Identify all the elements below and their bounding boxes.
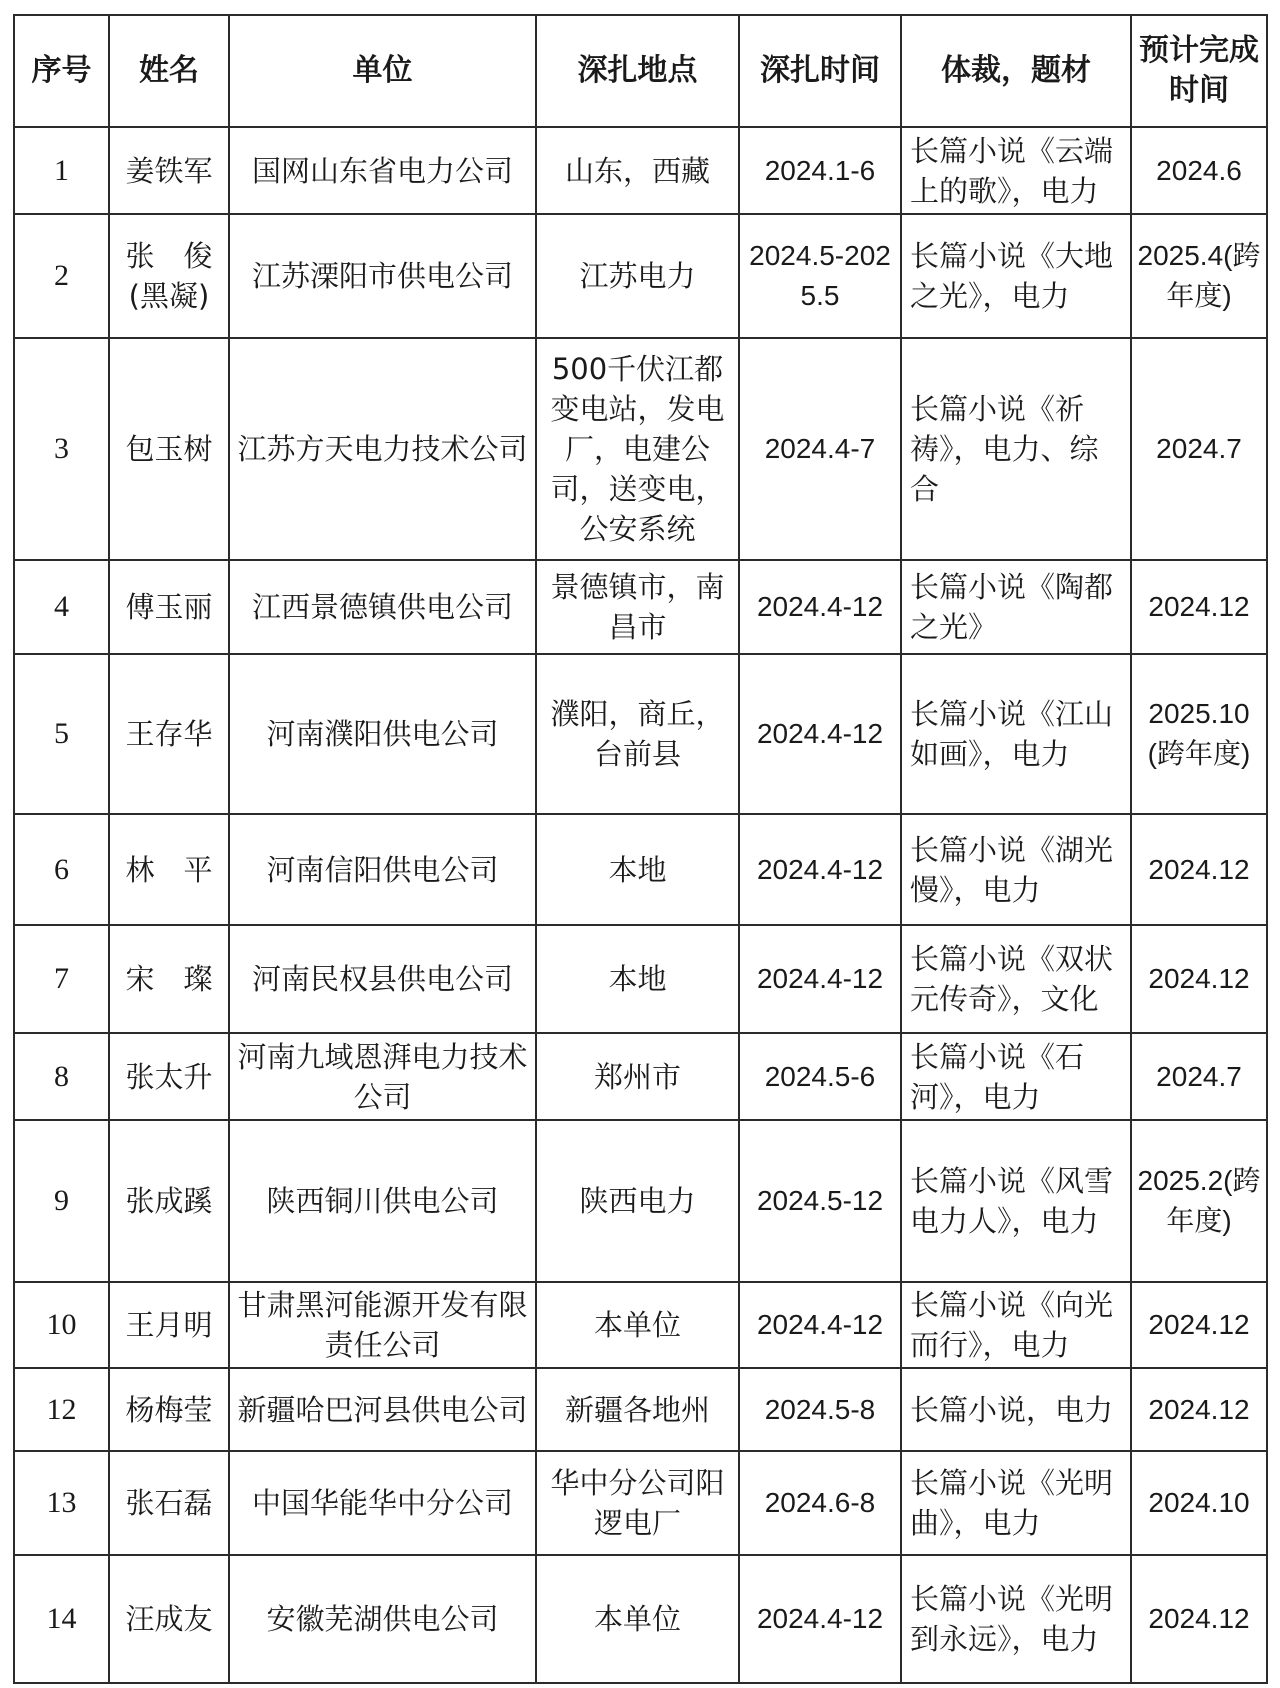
cell-unit: 河南信阳供电公司 bbox=[229, 814, 536, 925]
table-row bbox=[14, 560, 1267, 654]
cell-location: 山东，西藏 bbox=[536, 127, 739, 214]
cell-finish: 2024.7 bbox=[1131, 1033, 1267, 1120]
cell-name: 宋 璨 bbox=[109, 925, 229, 1033]
header-finish: 预计完成时间 bbox=[1131, 15, 1267, 127]
cell-index: 8 bbox=[14, 1033, 109, 1120]
cell-location: 新疆各地州 bbox=[536, 1368, 739, 1451]
cell-genre: 长篇小说《陶都之光》 bbox=[901, 560, 1131, 654]
cell-unit: 江苏方天电力技术公司 bbox=[229, 338, 536, 560]
cell-finish: 2024.10 bbox=[1131, 1451, 1267, 1555]
cell-genre: 长篇小说，电力 bbox=[901, 1368, 1131, 1451]
table-row bbox=[14, 654, 1267, 814]
cell-finish: 2024.12 bbox=[1131, 925, 1267, 1033]
table-row bbox=[14, 127, 1267, 214]
header-name: 姓名 bbox=[109, 15, 229, 127]
cell-location: 郑州市 bbox=[536, 1033, 739, 1120]
cell-name: 王存华 bbox=[109, 654, 229, 814]
table-row bbox=[14, 1120, 1267, 1282]
header-location: 深扎地点 bbox=[536, 15, 739, 127]
cell-finish: 2025.10(跨年度) bbox=[1131, 654, 1267, 814]
cell-location: 本单位 bbox=[536, 1282, 739, 1368]
cell-location: 500千伏江都变电站，发电厂，电建公司，送变电，公安系统 bbox=[536, 338, 739, 560]
cell-period: 2024.4-12 bbox=[739, 1555, 901, 1683]
cell-unit: 国网山东省电力公司 bbox=[229, 127, 536, 214]
cell-unit: 江苏溧阳市供电公司 bbox=[229, 214, 536, 338]
cell-period: 2024.4-12 bbox=[739, 925, 901, 1033]
cell-unit: 河南濮阳供电公司 bbox=[229, 654, 536, 814]
cell-index: 12 bbox=[14, 1368, 109, 1451]
cell-period: 2024.5-6 bbox=[739, 1033, 901, 1120]
cell-period: 2024.6-8 bbox=[739, 1451, 901, 1555]
cell-period: 2024.4-12 bbox=[739, 654, 901, 814]
cell-genre: 长篇小说《风雪电力人》，电力 bbox=[901, 1120, 1131, 1282]
cell-period: 2024.5-8 bbox=[739, 1368, 901, 1451]
header-unit: 单位 bbox=[229, 15, 536, 127]
table-row bbox=[14, 925, 1267, 1033]
table-header-row bbox=[14, 15, 1267, 127]
table-row bbox=[14, 1451, 1267, 1555]
cell-name: 汪成友 bbox=[109, 1555, 229, 1683]
cell-index: 1 bbox=[14, 127, 109, 214]
cell-genre: 长篇小说《石河》，电力 bbox=[901, 1033, 1131, 1120]
cell-unit: 甘肃黑河能源开发有限责任公司 bbox=[229, 1282, 536, 1368]
cell-genre: 长篇小说《双状元传奇》，文化 bbox=[901, 925, 1131, 1033]
table-row bbox=[14, 1555, 1267, 1683]
cell-period: 2024.5-2025.5 bbox=[739, 214, 901, 338]
table-row bbox=[14, 1033, 1267, 1120]
cell-genre: 长篇小说《云端上的歌》，电力 bbox=[901, 127, 1131, 214]
table-row bbox=[14, 338, 1267, 560]
cell-period: 2024.4-12 bbox=[739, 560, 901, 654]
cell-location: 景德镇市，南昌市 bbox=[536, 560, 739, 654]
cell-index: 5 bbox=[14, 654, 109, 814]
table-row bbox=[14, 1368, 1267, 1451]
cell-location: 华中分公司阳逻电厂 bbox=[536, 1451, 739, 1555]
header-genre: 体裁，题材 bbox=[901, 15, 1131, 127]
cell-finish: 2024.6 bbox=[1131, 127, 1267, 214]
cell-finish: 2025.4(跨年度) bbox=[1131, 214, 1267, 338]
cell-index: 6 bbox=[14, 814, 109, 925]
cell-period: 2024.4-12 bbox=[739, 814, 901, 925]
cell-index: 14 bbox=[14, 1555, 109, 1683]
cell-name: 林 平 bbox=[109, 814, 229, 925]
author-roster-table bbox=[13, 14, 1268, 1684]
cell-name: 张 俊(黑凝) bbox=[109, 214, 229, 338]
cell-location: 江苏电力 bbox=[536, 214, 739, 338]
cell-location: 本单位 bbox=[536, 1555, 739, 1683]
table-row bbox=[14, 214, 1267, 338]
cell-name: 杨梅莹 bbox=[109, 1368, 229, 1451]
cell-unit: 安徽芜湖供电公司 bbox=[229, 1555, 536, 1683]
cell-genre: 长篇小说《湖光慢》，电力 bbox=[901, 814, 1131, 925]
cell-index: 2 bbox=[14, 214, 109, 338]
cell-unit: 新疆哈巴河县供电公司 bbox=[229, 1368, 536, 1451]
cell-location: 濮阳，商丘，台前县 bbox=[536, 654, 739, 814]
cell-unit: 江西景德镇供电公司 bbox=[229, 560, 536, 654]
cell-finish: 2024.12 bbox=[1131, 1282, 1267, 1368]
cell-name: 王月明 bbox=[109, 1282, 229, 1368]
cell-finish: 2024.12 bbox=[1131, 1368, 1267, 1451]
header-index: 序号 bbox=[14, 15, 109, 127]
table-row bbox=[14, 1282, 1267, 1368]
cell-index: 3 bbox=[14, 338, 109, 560]
cell-index: 13 bbox=[14, 1451, 109, 1555]
cell-unit: 中国华能华中分公司 bbox=[229, 1451, 536, 1555]
cell-finish: 2024.12 bbox=[1131, 1555, 1267, 1683]
cell-name: 姜铁军 bbox=[109, 127, 229, 214]
cell-unit: 河南民权县供电公司 bbox=[229, 925, 536, 1033]
cell-genre: 长篇小说《江山如画》，电力 bbox=[901, 654, 1131, 814]
cell-period: 2024.5-12 bbox=[739, 1120, 901, 1282]
cell-period: 2024.4-7 bbox=[739, 338, 901, 560]
cell-name: 张成蹊 bbox=[109, 1120, 229, 1282]
cell-finish: 2024.7 bbox=[1131, 338, 1267, 560]
cell-index: 10 bbox=[14, 1282, 109, 1368]
cell-genre: 长篇小说《光明到永远》，电力 bbox=[901, 1555, 1131, 1683]
cell-unit: 河南九域恩湃电力技术公司 bbox=[229, 1033, 536, 1120]
cell-name: 张太升 bbox=[109, 1033, 229, 1120]
cell-location: 陕西电力 bbox=[536, 1120, 739, 1282]
cell-genre: 长篇小说《光明曲》，电力 bbox=[901, 1451, 1131, 1555]
cell-name: 包玉树 bbox=[109, 338, 229, 560]
cell-genre: 长篇小说《向光而行》，电力 bbox=[901, 1282, 1131, 1368]
cell-finish: 2024.12 bbox=[1131, 814, 1267, 925]
cell-location: 本地 bbox=[536, 925, 739, 1033]
cell-location: 本地 bbox=[536, 814, 739, 925]
header-period: 深扎时间 bbox=[739, 15, 901, 127]
cell-genre: 长篇小说《祈祷》，电力、综合 bbox=[901, 338, 1131, 560]
cell-finish: 2024.12 bbox=[1131, 560, 1267, 654]
cell-index: 7 bbox=[14, 925, 109, 1033]
cell-name: 傅玉丽 bbox=[109, 560, 229, 654]
cell-unit: 陕西铜川供电公司 bbox=[229, 1120, 536, 1282]
cell-period: 2024.1-6 bbox=[739, 127, 901, 214]
cell-index: 4 bbox=[14, 560, 109, 654]
table-row bbox=[14, 814, 1267, 925]
cell-genre: 长篇小说《大地之光》，电力 bbox=[901, 214, 1131, 338]
cell-finish: 2025.2(跨年度) bbox=[1131, 1120, 1267, 1282]
cell-index: 9 bbox=[14, 1120, 109, 1282]
cell-name: 张石磊 bbox=[109, 1451, 229, 1555]
cell-period: 2024.4-12 bbox=[739, 1282, 901, 1368]
